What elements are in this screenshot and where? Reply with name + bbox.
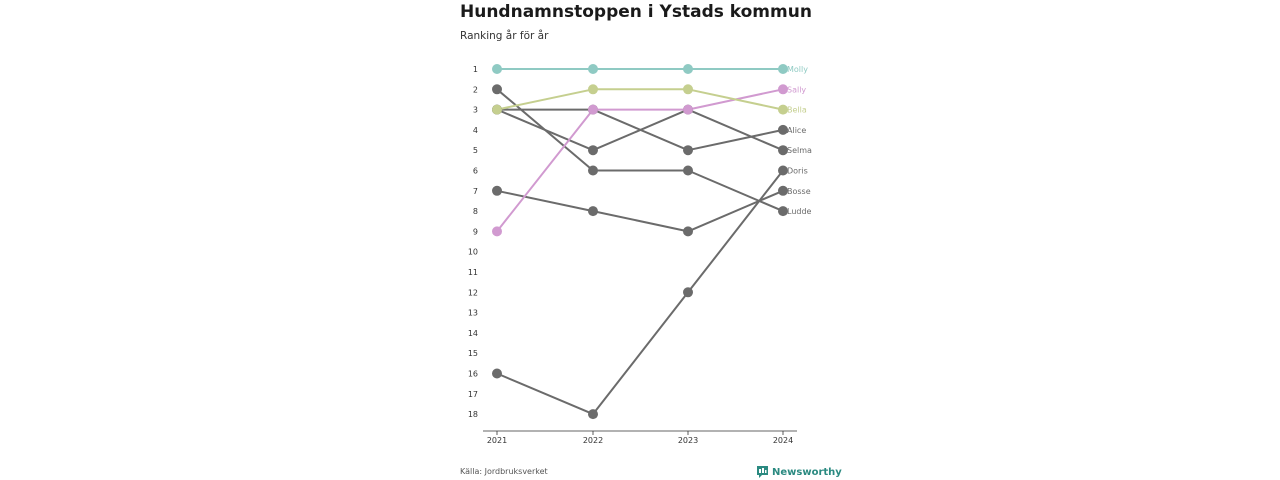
x-tick-label-2024: 2024 bbox=[772, 436, 794, 445]
series-label-sally: Sally bbox=[787, 85, 807, 95]
y-tick-label-1: 1 bbox=[472, 65, 478, 74]
series-label-bella: Bella bbox=[787, 105, 807, 115]
point-molly-2023 bbox=[683, 64, 693, 74]
series-line-bella bbox=[497, 89, 783, 109]
chart-title: Hundnamnstoppen i Ystads kommun bbox=[460, 2, 812, 22]
y-tick-label-14: 14 bbox=[467, 328, 478, 338]
point-doris-2021 bbox=[492, 369, 502, 379]
point-bella-2021 bbox=[492, 105, 502, 115]
x-axis bbox=[483, 431, 797, 445]
x-tick-label-2021: 2021 bbox=[486, 436, 508, 445]
brand-name: Newsworthy bbox=[772, 466, 842, 478]
point-ludde-2022 bbox=[588, 166, 598, 176]
point-doris-2022 bbox=[588, 409, 598, 419]
point-alice-2023 bbox=[683, 145, 693, 155]
y-tick-label-10: 10 bbox=[467, 247, 478, 257]
y-tick-label-18: 18 bbox=[467, 410, 478, 420]
series-label-ludde: Ludde bbox=[787, 207, 812, 217]
point-doris-2023 bbox=[683, 287, 693, 297]
x-tick-label-2022: 2022 bbox=[582, 436, 604, 445]
y-tick-label-11: 11 bbox=[467, 268, 478, 277]
y-tick-label-7: 7 bbox=[472, 186, 478, 196]
y-tick-label-12: 12 bbox=[467, 288, 478, 298]
point-bella-2023 bbox=[683, 84, 693, 94]
point-sally-2022 bbox=[588, 105, 598, 115]
series-line-doris bbox=[497, 171, 783, 415]
point-bosse-2023 bbox=[683, 226, 693, 236]
y-tick-label-2: 2 bbox=[472, 85, 478, 95]
point-sally-2023 bbox=[683, 105, 693, 115]
point-bosse-2022 bbox=[588, 206, 598, 216]
point-molly-2021 bbox=[492, 64, 502, 74]
y-tick-label-16: 16 bbox=[467, 369, 478, 379]
y-tick-label-8: 8 bbox=[472, 207, 478, 217]
brand[interactable] bbox=[757, 466, 842, 478]
series-label-doris: Doris bbox=[787, 166, 808, 176]
y-tick-label-5: 5 bbox=[472, 146, 478, 156]
point-sally-2021 bbox=[492, 226, 502, 236]
y-tick-label-6: 6 bbox=[472, 166, 478, 176]
point-ludde-2023 bbox=[683, 166, 693, 176]
point-ludde-2021 bbox=[492, 84, 502, 94]
y-tick-label-4: 4 bbox=[472, 125, 478, 135]
series-lines bbox=[497, 69, 783, 414]
point-molly-2022 bbox=[588, 64, 598, 74]
point-bella-2022 bbox=[588, 84, 598, 94]
x-tick-label-2023: 2023 bbox=[677, 436, 699, 445]
chart-subtitle: Ranking år för år bbox=[460, 30, 549, 42]
series-label-molly: Molly bbox=[787, 65, 808, 74]
y-tick-label-3: 3 bbox=[472, 105, 478, 115]
point-selma-2022 bbox=[588, 145, 598, 155]
y-axis-ticks bbox=[468, 65, 478, 419]
series-labels bbox=[787, 65, 812, 216]
series-label-alice: Alice bbox=[787, 125, 807, 135]
source-note: Källa: Jordbruksverket bbox=[460, 467, 548, 476]
y-tick-label-17: 17 bbox=[467, 389, 478, 399]
newsworthy-logo-icon bbox=[757, 466, 768, 478]
y-tick-label-15: 15 bbox=[467, 349, 478, 359]
y-tick-label-9: 9 bbox=[472, 227, 478, 237]
series-label-bosse: Bosse bbox=[787, 186, 811, 196]
series-line-ludde bbox=[497, 89, 783, 211]
series-line-selma bbox=[497, 110, 783, 151]
point-bosse-2021 bbox=[492, 186, 502, 196]
series-points bbox=[492, 64, 788, 419]
series-label-selma: Selma bbox=[787, 146, 812, 156]
y-tick-label-13: 13 bbox=[467, 308, 478, 318]
